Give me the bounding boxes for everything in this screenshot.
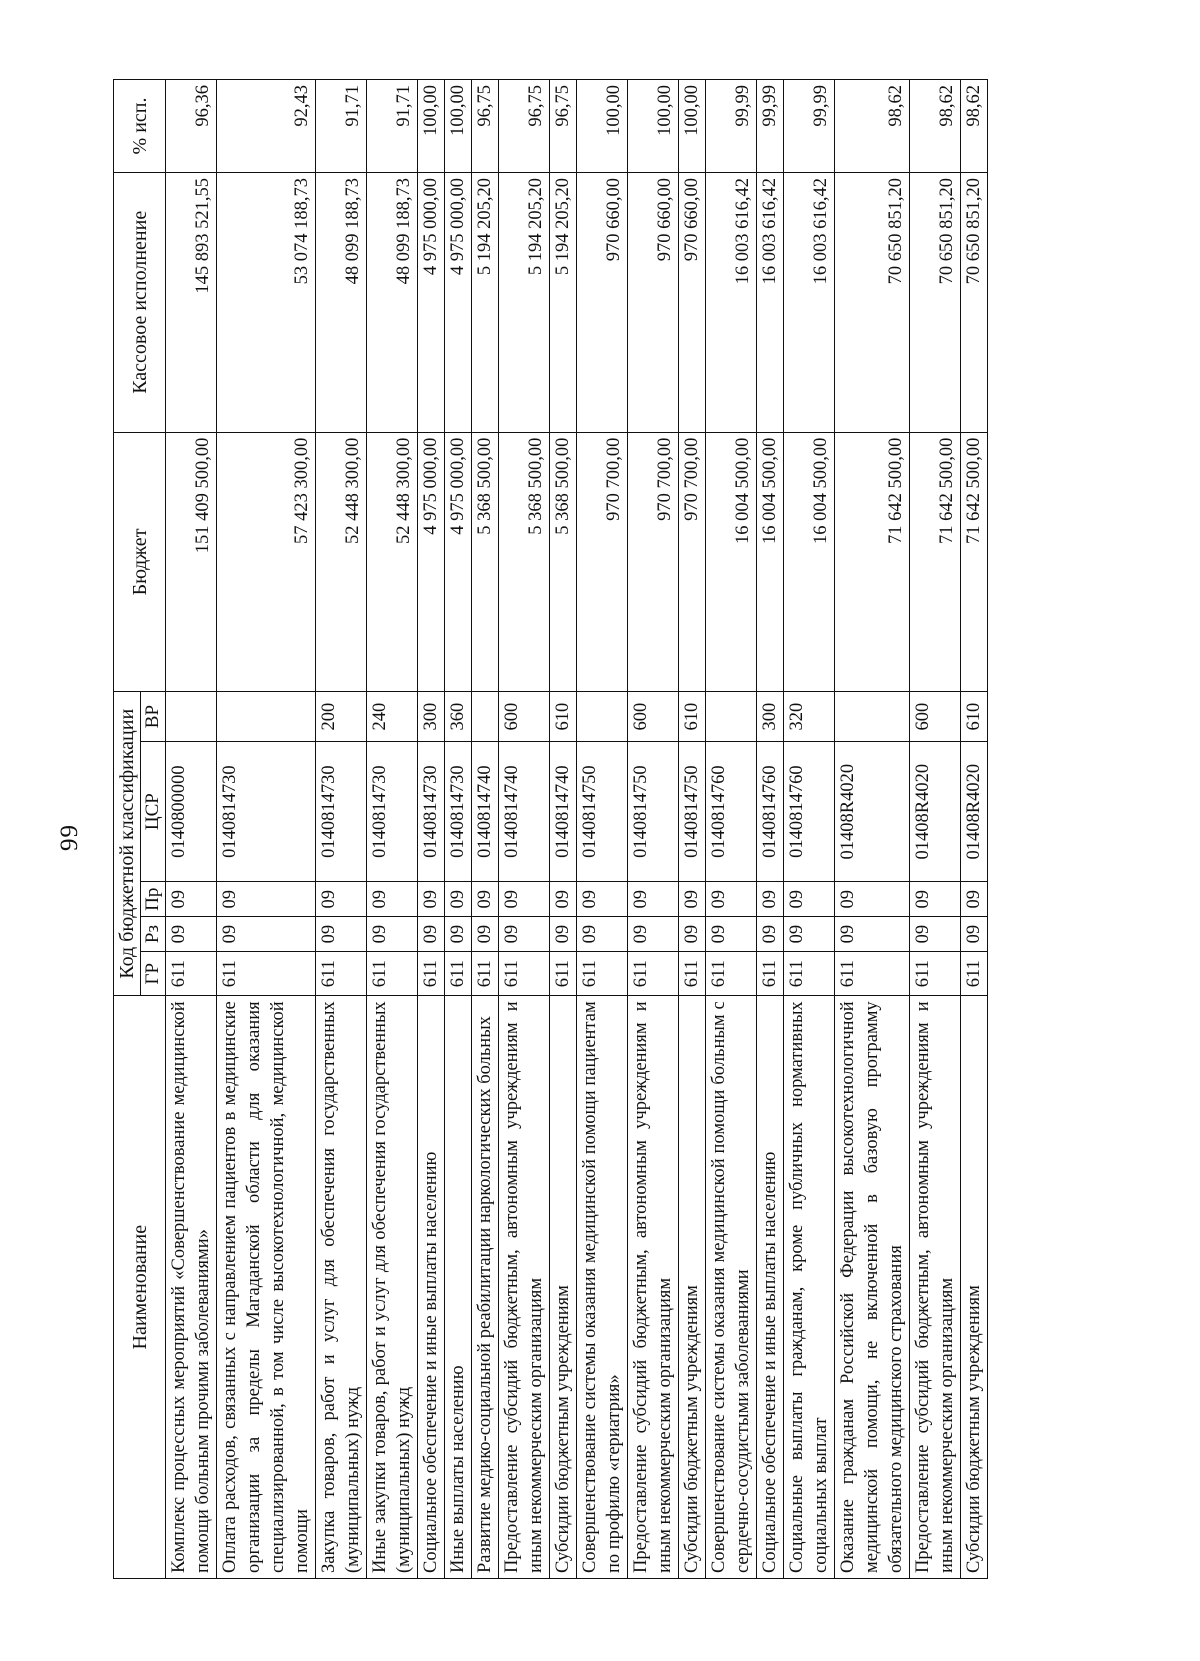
cell-budget: 16 004 500,00 <box>784 432 835 692</box>
cell-vr <box>472 692 499 742</box>
cell-gr: 611 <box>961 951 988 995</box>
table-row <box>961 80 988 1579</box>
cell-name: Предоставление субсидий бюджетным, автономным учреждениям и иным некоммерческим организациям <box>628 996 679 1579</box>
cell-cash: 145 893 521,55 <box>166 172 217 432</box>
cell-name: Иные выплаты населению <box>445 996 472 1579</box>
cell-cash: 5 194 205,20 <box>550 172 577 432</box>
cell-vr: 200 <box>316 692 367 742</box>
table-row <box>757 80 784 1579</box>
cell-rz: 09 <box>757 917 784 952</box>
cell-csr: 0140814750 <box>628 741 679 881</box>
cell-gr: 611 <box>418 951 445 995</box>
cell-rz: 09 <box>835 917 910 952</box>
cell-csr: 0140814760 <box>784 741 835 881</box>
cell-rz: 09 <box>961 917 988 952</box>
cell-pr: 09 <box>577 882 628 917</box>
cell-budget: 16 004 500,00 <box>706 432 757 692</box>
cell-pr: 09 <box>217 882 316 917</box>
cell-vr: 300 <box>418 692 445 742</box>
cell-pr: 09 <box>418 882 445 917</box>
cell-gr: 611 <box>367 951 418 995</box>
cell-pct: 96,75 <box>550 80 577 173</box>
cell-vr: 240 <box>367 692 418 742</box>
table-row <box>679 80 706 1579</box>
cell-pct: 100,00 <box>577 80 628 173</box>
header-code-group: Код бюджетной классификации <box>114 692 141 996</box>
header-rz: Рз <box>141 917 166 952</box>
cell-pr: 09 <box>367 882 418 917</box>
cell-vr <box>835 692 910 742</box>
cell-pct: 99,99 <box>784 80 835 173</box>
cell-name: Совершенствование системы оказания медицинской помощи пациентам по профилю «гериатрия» <box>577 996 628 1579</box>
cell-gr: 611 <box>679 951 706 995</box>
cell-csr: 0140814750 <box>679 741 706 881</box>
cell-pr: 09 <box>628 882 679 917</box>
cell-pct: 92,43 <box>217 80 316 173</box>
cell-vr: 610 <box>679 692 706 742</box>
cell-budget: 52 448 300,00 <box>367 432 418 692</box>
cell-budget: 970 700,00 <box>577 432 628 692</box>
table-row <box>550 80 577 1579</box>
cell-csr: 01408R4020 <box>961 741 988 881</box>
cell-cash: 70 650 851,20 <box>835 172 910 432</box>
cell-csr: 0140814760 <box>706 741 757 881</box>
cell-budget: 57 423 300,00 <box>217 432 316 692</box>
cell-budget: 5 368 500,00 <box>499 432 550 692</box>
cell-budget: 5 368 500,00 <box>472 432 499 692</box>
cell-pr: 09 <box>472 882 499 917</box>
cell-rz: 09 <box>784 917 835 952</box>
cell-cash: 5 194 205,20 <box>472 172 499 432</box>
cell-name: Субсидии бюджетным учреждениям <box>679 996 706 1579</box>
cell-rz: 09 <box>679 917 706 952</box>
cell-budget: 4 975 000,00 <box>418 432 445 692</box>
cell-budget: 71 642 500,00 <box>835 432 910 692</box>
cell-cash: 70 650 851,20 <box>961 172 988 432</box>
cell-name: Развитие медико-социальной реабилитации наркологических больных <box>472 996 499 1579</box>
cell-cash: 48 099 188,73 <box>367 172 418 432</box>
cell-pct: 98,62 <box>910 80 961 173</box>
cell-csr: 0140814740 <box>472 741 499 881</box>
cell-gr: 611 <box>217 951 316 995</box>
cell-rz: 09 <box>706 917 757 952</box>
table-row <box>472 80 499 1579</box>
table-row <box>835 80 910 1579</box>
cell-csr: 0140814730 <box>367 741 418 881</box>
table-row <box>217 80 316 1579</box>
cell-gr: 611 <box>910 951 961 995</box>
cell-csr: 0140814750 <box>577 741 628 881</box>
cell-cash: 70 650 851,20 <box>910 172 961 432</box>
table-row <box>418 80 445 1579</box>
cell-csr: 0140814730 <box>445 741 472 881</box>
cell-vr <box>166 692 217 742</box>
cell-pct: 100,00 <box>628 80 679 173</box>
cell-pct: 100,00 <box>445 80 472 173</box>
cell-gr: 611 <box>499 951 550 995</box>
header-budget: Бюджет <box>114 432 166 692</box>
table-row <box>166 80 217 1579</box>
cell-pr: 09 <box>550 882 577 917</box>
cell-cash: 970 660,00 <box>628 172 679 432</box>
header-pct: % исп. <box>114 80 166 173</box>
cell-name: Социальное обеспечение и иные выплаты населению <box>757 996 784 1579</box>
cell-rz: 09 <box>472 917 499 952</box>
cell-gr: 611 <box>835 951 910 995</box>
cell-rz: 09 <box>577 917 628 952</box>
cell-gr: 611 <box>784 951 835 995</box>
cell-csr: 0140814740 <box>499 741 550 881</box>
cell-rz: 09 <box>445 917 472 952</box>
cell-cash: 5 194 205,20 <box>499 172 550 432</box>
cell-budget: 970 700,00 <box>628 432 679 692</box>
cell-rz: 09 <box>499 917 550 952</box>
cell-csr: 01408R4020 <box>835 741 910 881</box>
cell-csr: 0140814730 <box>217 741 316 881</box>
cell-cash: 4 975 000,00 <box>445 172 472 432</box>
cell-budget: 16 004 500,00 <box>757 432 784 692</box>
cell-vr <box>217 692 316 742</box>
cell-pr: 09 <box>445 882 472 917</box>
cell-pct: 98,62 <box>961 80 988 173</box>
cell-csr: 0140814730 <box>316 741 367 881</box>
cell-rz: 09 <box>550 917 577 952</box>
cell-cash: 53 074 188,73 <box>217 172 316 432</box>
table-row <box>910 80 961 1579</box>
cell-cash: 970 660,00 <box>577 172 628 432</box>
cell-cash: 4 975 000,00 <box>418 172 445 432</box>
cell-pct: 96,75 <box>499 80 550 173</box>
cell-gr: 611 <box>316 951 367 995</box>
cell-vr <box>706 692 757 742</box>
cell-rz: 09 <box>910 917 961 952</box>
cell-rz: 09 <box>367 917 418 952</box>
cell-budget: 4 975 000,00 <box>445 432 472 692</box>
cell-rz: 09 <box>628 917 679 952</box>
table-row <box>316 80 367 1579</box>
table-row <box>577 80 628 1579</box>
cell-pct: 99,99 <box>706 80 757 173</box>
cell-vr: 600 <box>499 692 550 742</box>
cell-rz: 09 <box>418 917 445 952</box>
cell-name: Предоставление субсидий бюджетным, автономным учреждениям и иным некоммерческим организациям <box>499 996 550 1579</box>
cell-cash: 16 003 616,42 <box>757 172 784 432</box>
cell-pct: 100,00 <box>418 80 445 173</box>
cell-pct: 100,00 <box>679 80 706 173</box>
table-row <box>445 80 472 1579</box>
header-row-1 <box>114 80 141 1579</box>
cell-budget: 71 642 500,00 <box>961 432 988 692</box>
cell-gr: 611 <box>550 951 577 995</box>
cell-pr: 09 <box>499 882 550 917</box>
table-row <box>499 80 550 1579</box>
cell-rz: 09 <box>316 917 367 952</box>
cell-budget: 52 448 300,00 <box>316 432 367 692</box>
cell-name: Предоставление субсидий бюджетным, автономным учреждениям и иным некоммерческим организациям <box>910 996 961 1579</box>
cell-pr: 09 <box>166 882 217 917</box>
cell-cash: 48 099 188,73 <box>316 172 367 432</box>
cell-name: Субсидии бюджетным учреждениям <box>550 996 577 1579</box>
cell-name: Социальные выплаты гражданам, кроме публичных нормативных социальных выплат <box>784 996 835 1579</box>
cell-gr: 611 <box>472 951 499 995</box>
cell-name: Оказание гражданам Российской Федерации высокотехнологичной медицинской помощи, не включенной в базовую программу обязательного медицинского страхования <box>835 996 910 1579</box>
cell-budget: 151 409 500,00 <box>166 432 217 692</box>
table-row <box>706 80 757 1579</box>
cell-gr: 611 <box>577 951 628 995</box>
cell-csr: 0140814730 <box>418 741 445 881</box>
cell-pr: 09 <box>961 882 988 917</box>
cell-vr <box>577 692 628 742</box>
cell-pr: 09 <box>757 882 784 917</box>
cell-pct: 91,71 <box>316 80 367 173</box>
cell-rz: 09 <box>217 917 316 952</box>
cell-cash: 16 003 616,42 <box>784 172 835 432</box>
header-csr: ЦСР <box>141 741 166 881</box>
cell-gr: 611 <box>166 951 217 995</box>
cell-cash: 16 003 616,42 <box>706 172 757 432</box>
cell-vr: 600 <box>910 692 961 742</box>
cell-pct: 96,75 <box>472 80 499 173</box>
cell-vr: 360 <box>445 692 472 742</box>
cell-name: Комплекс процессных мероприятий «Совершенствование медицинской помощи больным прочими заболеваниями» <box>166 996 217 1579</box>
cell-vr: 320 <box>784 692 835 742</box>
cell-cash: 970 660,00 <box>679 172 706 432</box>
table-row <box>367 80 418 1579</box>
header-vr: ВР <box>141 692 166 742</box>
cell-csr: 01408R4020 <box>910 741 961 881</box>
header-cash: Кассовое исполнение <box>114 172 166 432</box>
cell-csr: 0140814740 <box>550 741 577 881</box>
cell-pr: 09 <box>679 882 706 917</box>
cell-name: Закупка товаров, работ и услуг для обеспечения государственных (муниципальных) нужд <box>316 996 367 1579</box>
table-row <box>784 80 835 1579</box>
header-pr: Пр <box>141 882 166 917</box>
cell-pr: 09 <box>784 882 835 917</box>
cell-name: Оплата расходов, связанных с направлением пациентов в медицинские организации за пределы Магаданской области для оказания специализированной, в том числе высокотехнологичной, медицинской помощи <box>217 996 316 1579</box>
cell-gr: 611 <box>628 951 679 995</box>
cell-pct: 96,36 <box>166 80 217 173</box>
cell-gr: 611 <box>706 951 757 995</box>
cell-vr: 610 <box>550 692 577 742</box>
cell-pr: 09 <box>835 882 910 917</box>
cell-name: Субсидии бюджетным учреждениям <box>961 996 988 1579</box>
cell-csr: 0140814760 <box>757 741 784 881</box>
cell-pr: 09 <box>316 882 367 917</box>
budget-table <box>113 79 988 1579</box>
cell-csr: 0140800000 <box>166 741 217 881</box>
header-name: Наименование <box>114 996 166 1579</box>
page-number: 99 <box>56 824 83 851</box>
cell-gr: 611 <box>445 951 472 995</box>
cell-budget: 970 700,00 <box>679 432 706 692</box>
cell-pct: 99,99 <box>757 80 784 173</box>
cell-pct: 91,71 <box>367 80 418 173</box>
cell-vr: 300 <box>757 692 784 742</box>
cell-pct: 98,62 <box>835 80 910 173</box>
cell-name: Иные закупки товаров, работ и услуг для обеспечения государственных (муниципальных) нужд <box>367 996 418 1579</box>
cell-name: Совершенствование системы оказания медицинской помощи больным с сердечно-сосудистыми заболеваниями <box>706 996 757 1579</box>
cell-vr: 600 <box>628 692 679 742</box>
cell-pr: 09 <box>910 882 961 917</box>
cell-name: Социальное обеспечение и иные выплаты населению <box>418 996 445 1579</box>
cell-gr: 611 <box>757 951 784 995</box>
cell-budget: 5 368 500,00 <box>550 432 577 692</box>
cell-rz: 09 <box>166 917 217 952</box>
table-row <box>628 80 679 1579</box>
cell-budget: 71 642 500,00 <box>910 432 961 692</box>
cell-vr: 610 <box>961 692 988 742</box>
cell-pr: 09 <box>706 882 757 917</box>
header-gr: ГР <box>141 951 166 995</box>
